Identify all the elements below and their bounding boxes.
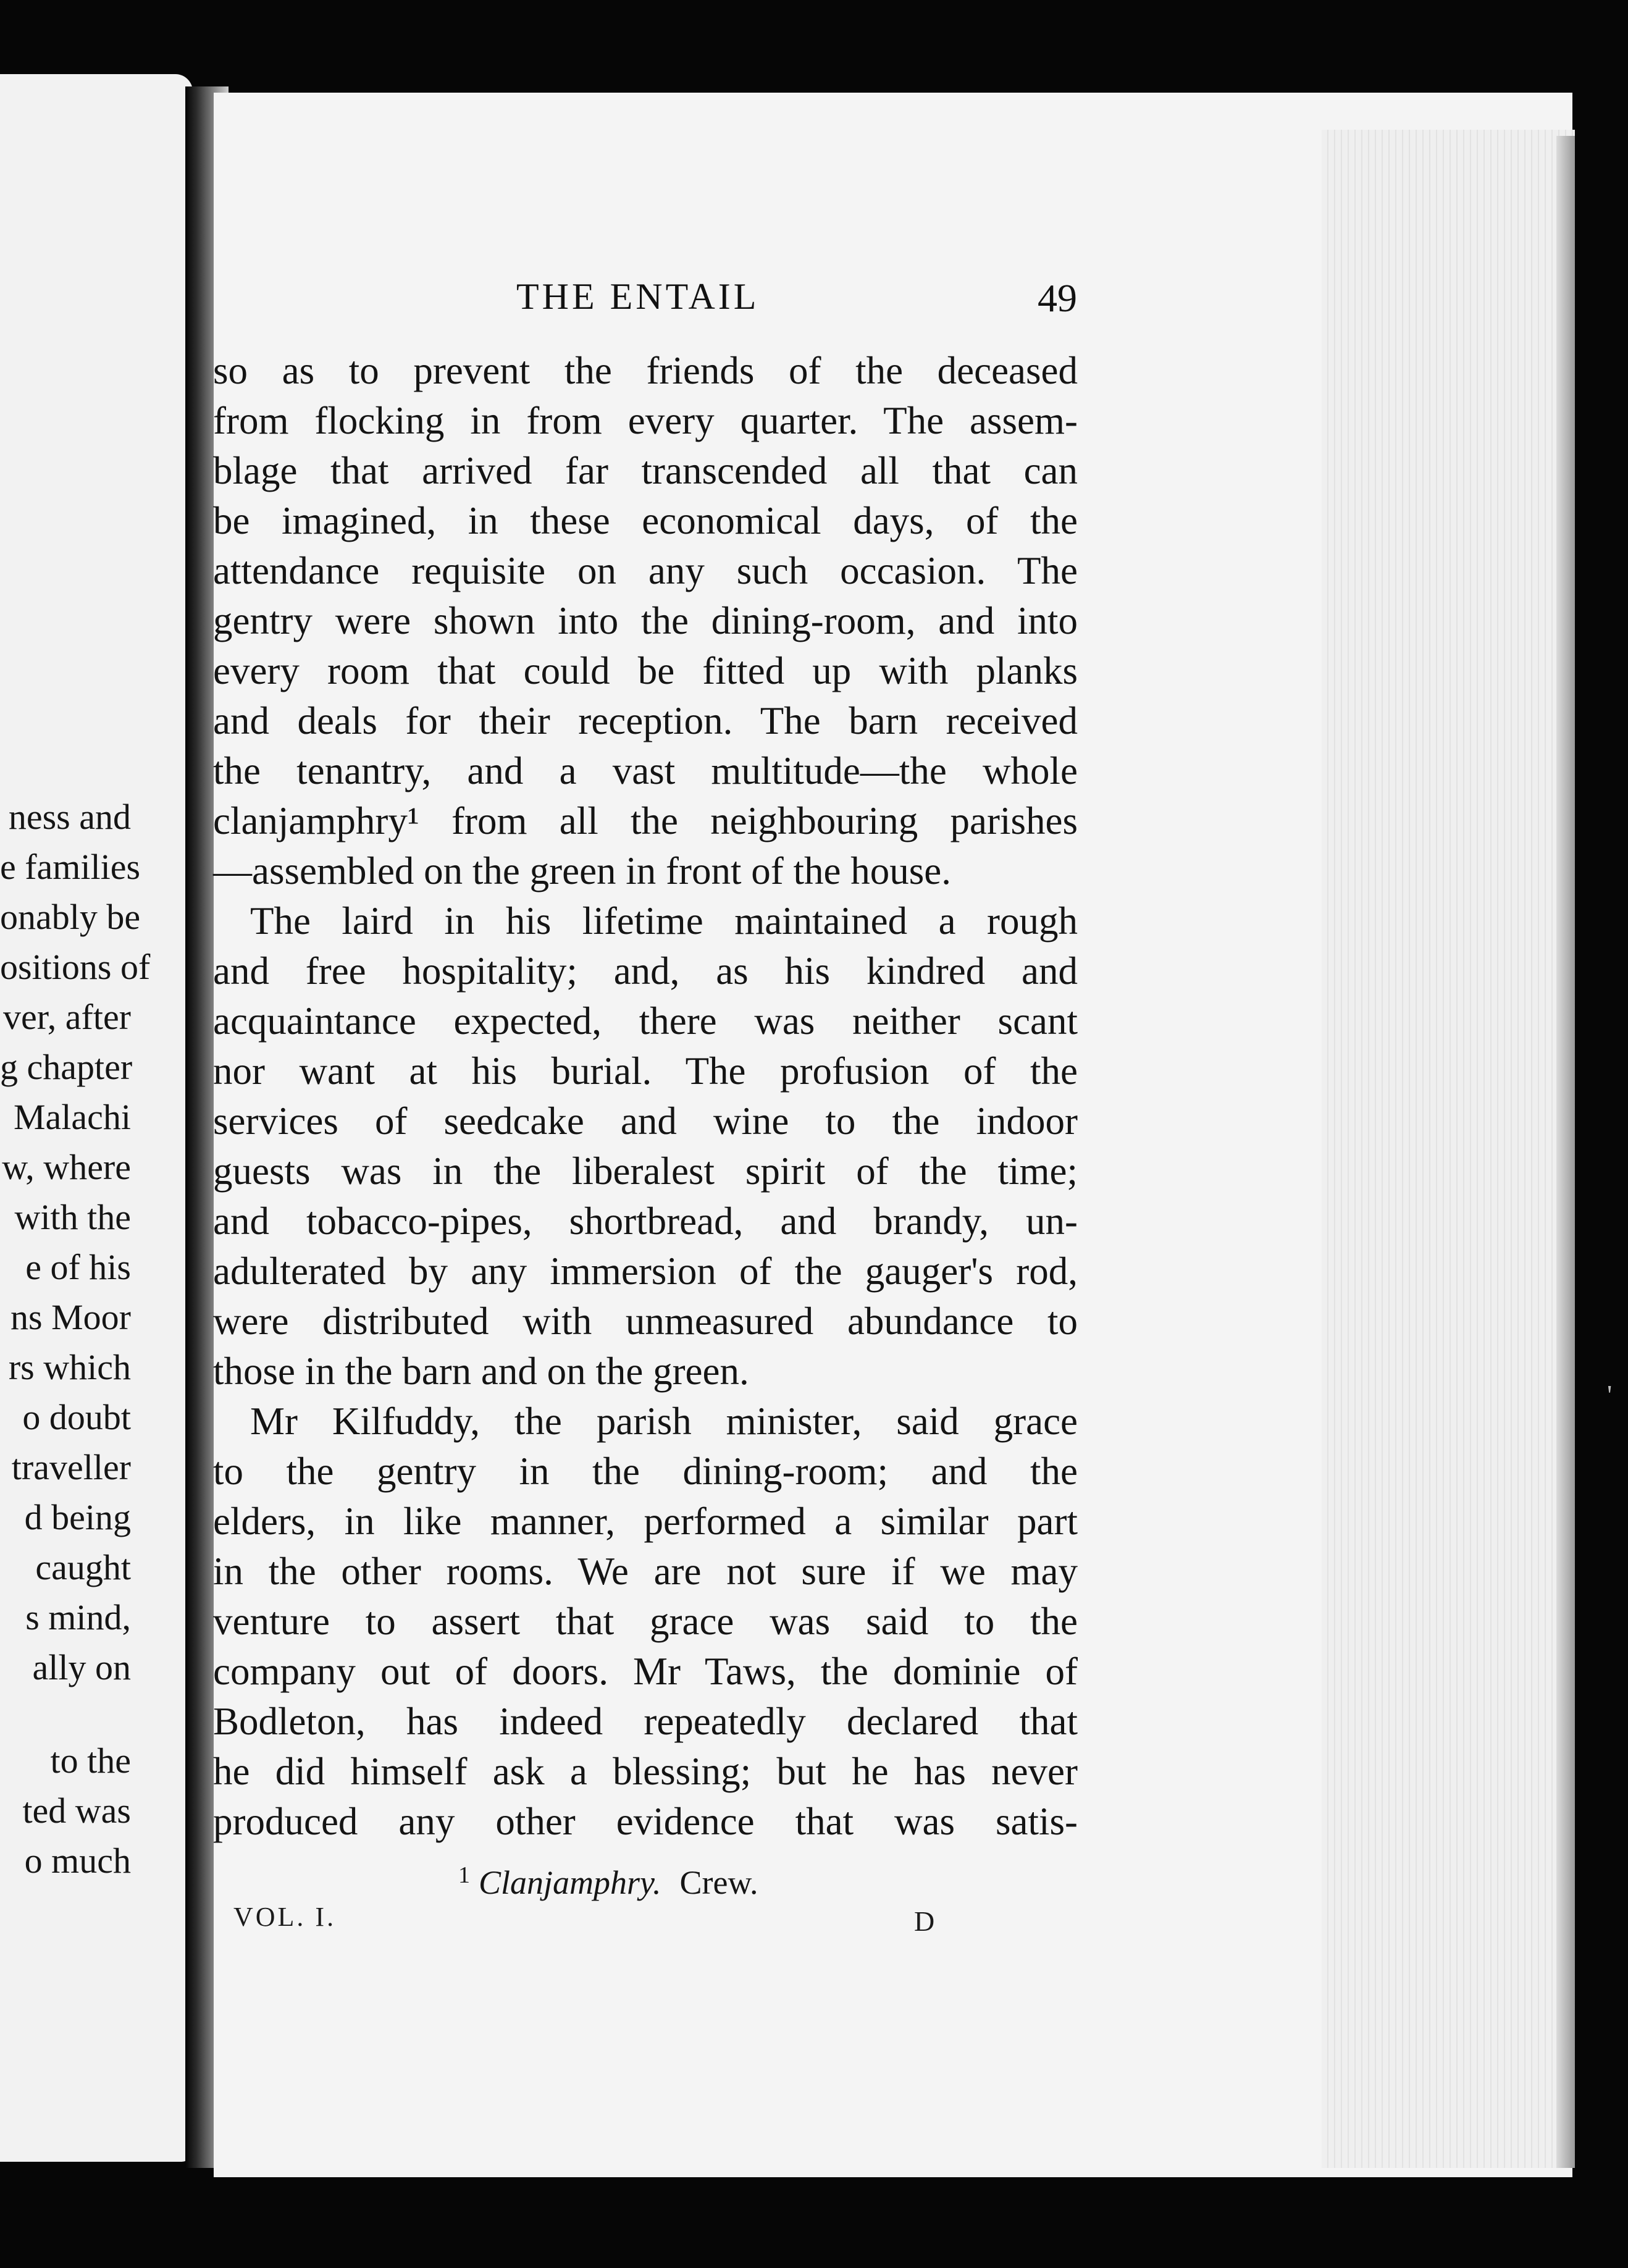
footnote-definition: Crew. [679, 1864, 758, 1901]
text-line: produced any other evidence that was satis- [213, 1800, 1078, 1843]
facing-line: ted was [22, 1791, 131, 1831]
facing-line: s mind, [25, 1597, 131, 1637]
facing-line: to the [50, 1741, 131, 1781]
text-line: The laird in his lifetime maintained a rough [250, 899, 1078, 943]
text-line: were distributed with unmeasured abundance to [213, 1300, 1078, 1343]
text-line: be imagined, in these economical days, of the [213, 499, 1078, 542]
text-line: clanjamphry¹ from all the neighbouring parishes [213, 799, 1078, 842]
text-line: so as to prevent the friends of the deceased [213, 349, 1078, 392]
facing-line: rs which [8, 1347, 131, 1387]
facing-line: caught [35, 1547, 131, 1587]
text-line: from flocking in from every quarter. The assem- [213, 399, 1078, 442]
text-line: Bodleton, has indeed repeatedly declared that [213, 1700, 1078, 1743]
text-line: guests was in the liberalest spirit of the time; [213, 1149, 1078, 1193]
text-line: acquaintance expected, there was neither scant [213, 999, 1078, 1043]
page-number: 49 [1038, 276, 1077, 320]
footnote-term: Clanjamphry. [479, 1864, 661, 1901]
facing-line: d being [24, 1497, 131, 1537]
text-line: —assembled on the green in front of the house. [213, 849, 951, 892]
facing-line: Malachi [13, 1097, 131, 1137]
text-line: venture to assert that grace was said to the [213, 1600, 1078, 1643]
page-edge-mark: ' [1607, 1379, 1613, 1411]
facing-line-gap [0, 1692, 131, 1736]
text-line: Mr Kilfuddy, the parish minister, said grace [250, 1400, 1078, 1443]
text-line: gentry were shown into the dining-room, and into [213, 599, 1078, 642]
facing-line: w, where [2, 1147, 131, 1187]
text-line: services of seedcake and wine to the indoor [213, 1099, 1078, 1143]
facing-line: e of his [25, 1247, 131, 1287]
gathering-signature: D [914, 1905, 935, 1937]
text-line: company out of doors. Mr Taws, the dominie of [213, 1650, 1078, 1693]
facing-line: ver, after [3, 997, 131, 1037]
facing-line: onably be [0, 897, 141, 937]
facing-line: traveller [11, 1447, 131, 1487]
text-line: adulterated by any immersion of the gauger's rod, [213, 1250, 1078, 1293]
facing-line: with the [14, 1197, 131, 1237]
facing-line: ness and [8, 797, 131, 837]
running-title: THE ENTAIL [516, 276, 760, 317]
text-line: elders, in like manner, performed a similar part [213, 1500, 1078, 1543]
page-edge-shadow [1556, 136, 1575, 2168]
body-text [213, 346, 1078, 1847]
facing-line: ns Moor [10, 1297, 131, 1337]
facing-line: ally on [32, 1647, 131, 1687]
facing-line: e families [0, 847, 141, 887]
text-line: every room that could be fitted up with planks [213, 649, 1078, 692]
volume-signature: VOL. I. [233, 1902, 337, 1932]
text-line: and tobacco-pipes, shortbread, and brandy, un- [213, 1199, 1078, 1243]
facing-line: ositions of [0, 947, 151, 987]
text-line: in the other rooms. We are not sure if we may [213, 1550, 1078, 1593]
facing-line: g chapter [0, 1047, 133, 1087]
text-line: the tenantry, and a vast multitude—the whole [213, 749, 1078, 792]
text-line: to the gentry in the dining-room; and the [213, 1450, 1078, 1493]
text-line: attendance requisite on any such occasion. The [213, 549, 1078, 592]
footnote-marker: 1 [458, 1862, 470, 1888]
facing-line: o much [24, 1841, 131, 1881]
text-line: those in the barn and on the green. [213, 1350, 749, 1393]
text-line: and deals for their reception. The barn received [213, 699, 1078, 742]
page-block-edges [1322, 130, 1575, 2168]
text-line: blage that arrived far transcended all that can [213, 449, 1078, 492]
facing-line: o doubt [22, 1397, 131, 1437]
footnote [458, 1862, 758, 1902]
facing-page-text [0, 792, 151, 1886]
facing-page-left [0, 74, 193, 2162]
text-line: nor want at his burial. The profusion of the [213, 1049, 1078, 1093]
text-line: and free hospitality; and, as his kindred and [213, 949, 1078, 993]
text-line: he did himself ask a blessing; but he has never [213, 1750, 1078, 1793]
